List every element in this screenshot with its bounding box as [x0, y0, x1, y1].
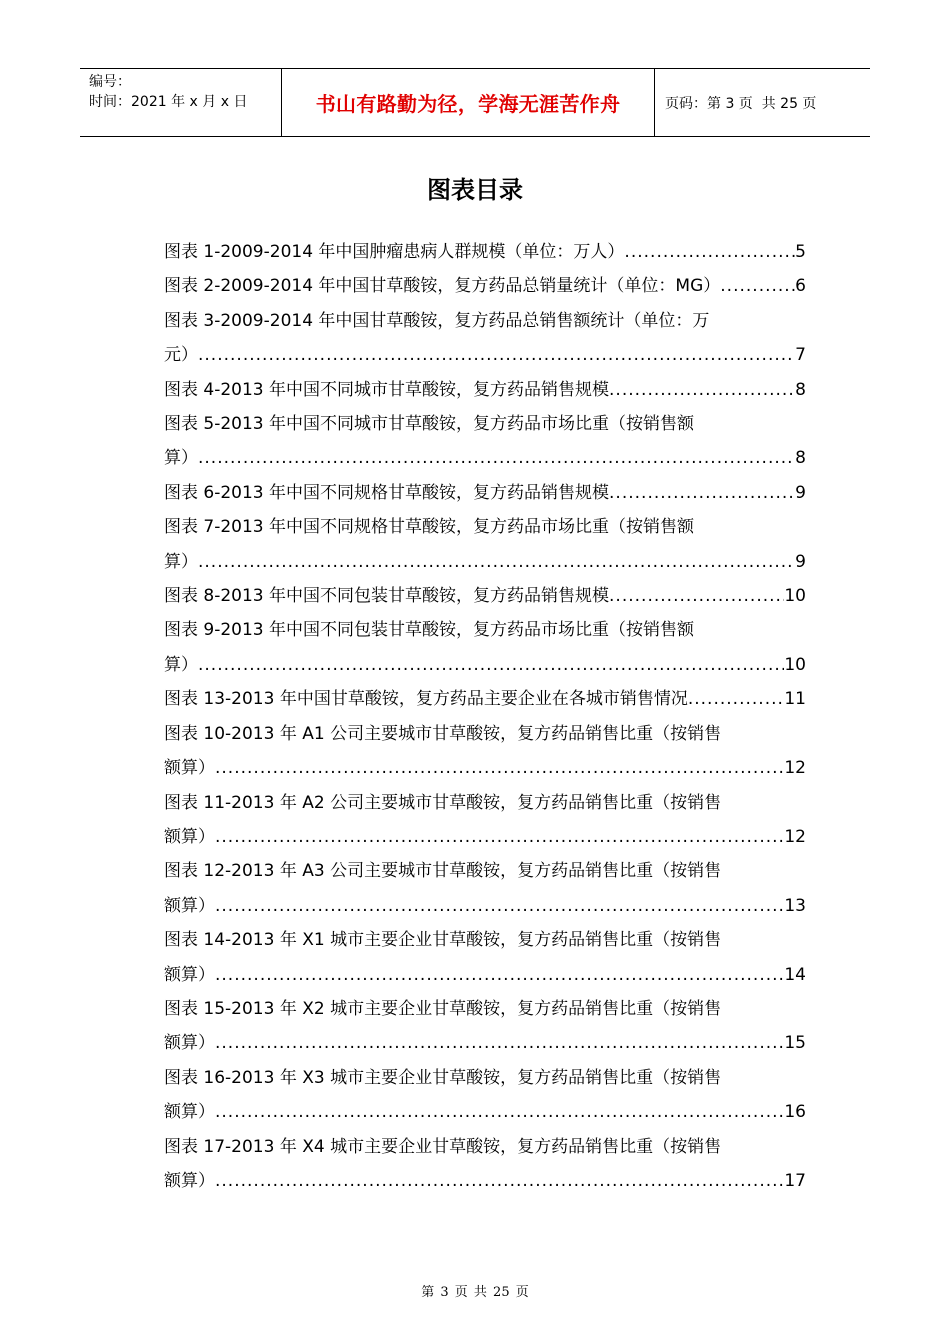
toc-page-number: 17 [784, 1170, 806, 1191]
toc-entry-title: 算） [164, 654, 198, 675]
dot-leader [624, 235, 795, 269]
toc-entry-title: 图表 4-2013 年中国不同城市甘草酸铵，复方药品销售规模 [164, 379, 610, 400]
toc-entry-text: 图表 9-2013 年中国不同包装甘草酸铵，复方药品市场比重（按销售额 [164, 620, 695, 641]
toc-entry-title: 额算） [164, 895, 215, 916]
document-date: 时间：2021 年 x 月 x 日 [89, 94, 248, 110]
toc-entry-text: 图表 7-2013 年中国不同规格甘草酸铵，复方药品市场比重（按销售额 [164, 517, 695, 538]
toc-page-number: 13 [784, 895, 806, 916]
toc-entry[interactable] [164, 992, 806, 1061]
toc-entry[interactable] [164, 510, 806, 579]
header-divider [654, 69, 655, 136]
toc-entry-text: 图表 12-2013 年 A3 公司主要城市甘草酸铵，复方药品销售比重（按销售 [164, 861, 722, 882]
toc-entry-title: 额算） [164, 964, 215, 985]
header-meta [89, 72, 279, 112]
dot-leader [198, 545, 795, 579]
toc-page-number: 6 [795, 276, 806, 297]
toc-entry-title: 图表 13-2013 年中国甘草酸铵，复方药品主要企业在各城市销售情况 [164, 689, 688, 710]
dot-leader [198, 338, 795, 372]
dot-leader [215, 1095, 784, 1129]
toc-entry[interactable] [164, 373, 806, 407]
figure-list [164, 235, 806, 1198]
toc-entry-title: 图表 1-2009-2014 年中国肿瘤患病人群规模（单位：万人） [164, 242, 625, 262]
toc-entry-title: 额算） [164, 826, 215, 847]
toc-entry-text: 图表 3-2009-2014 年中国甘草酸铵，复方药品总销售额统计（单位：万 [164, 310, 710, 331]
toc-entry[interactable] [164, 786, 806, 855]
page-title: 图表目录 [427, 176, 523, 204]
toc-entry-text: 图表 14-2013 年 X1 城市主要企业甘草酸铵，复方药品销售比重（按销售 [164, 930, 722, 951]
toc-page-number: 8 [795, 448, 806, 469]
dot-leader [609, 373, 795, 407]
toc-page-number: 12 [784, 826, 806, 847]
toc-entry-text: 图表 5-2013 年中国不同城市甘草酸铵，复方药品市场比重（按销售额 [164, 414, 695, 435]
toc-page-number: 12 [784, 758, 806, 779]
toc-entry[interactable] [164, 304, 806, 373]
dot-leader [215, 751, 784, 785]
dot-leader [215, 1026, 784, 1060]
toc-page-number: 16 [784, 1102, 806, 1123]
toc-entry-title: 图表 8-2013 年中国不同包装甘草酸铵，复方药品销售规模 [164, 586, 610, 607]
toc-page-number: 10 [784, 654, 806, 675]
toc-page-number: 11 [784, 689, 806, 710]
dot-leader [215, 1164, 784, 1198]
toc-entry[interactable] [164, 923, 806, 992]
dot-leader [609, 476, 795, 510]
header-motto: 书山有路勤为径，学海无涯苦作舟 [315, 92, 621, 116]
toc-entry-title: 图表 6-2013 年中国不同规格甘草酸铵，复方药品销售规模 [164, 482, 610, 503]
toc-entry[interactable] [164, 476, 806, 510]
toc-entry-text: 图表 11-2013 年 A2 公司主要城市甘草酸铵，复方药品销售比重（按销售 [164, 792, 722, 813]
toc-entry[interactable] [164, 1130, 806, 1199]
toc-entry-text: 图表 15-2013 年 X2 城市主要企业甘草酸铵，复方药品销售比重（按销售 [164, 998, 722, 1019]
toc-entry[interactable] [164, 613, 806, 682]
toc-entry-text: 图表 10-2013 年 A1 公司主要城市甘草酸铵，复方药品销售比重（按销售 [164, 723, 722, 744]
toc-page-number: 9 [795, 551, 806, 572]
dot-leader [198, 441, 795, 475]
toc-page-number: 8 [795, 379, 806, 400]
dot-leader [215, 820, 784, 854]
dot-leader [215, 889, 784, 923]
dot-leader [720, 269, 795, 303]
toc-entry-title: 额算） [164, 1033, 215, 1054]
document-code-label: 编号： [89, 74, 131, 90]
toc-entry[interactable] [164, 682, 806, 716]
toc-entry[interactable] [164, 235, 806, 269]
toc-entry-text: 图表 16-2013 年 X3 城市主要企业甘草酸铵，复方药品销售比重（按销售 [164, 1067, 722, 1088]
toc-entry-title: 元） [164, 345, 198, 366]
toc-entry[interactable] [164, 1061, 806, 1130]
toc-entry-title: 额算） [164, 758, 215, 779]
toc-entry-text: 图表 17-2013 年 X4 城市主要企业甘草酸铵，复方药品销售比重（按销售 [164, 1136, 722, 1157]
page-footer: 第 3 页 共 25 页 [421, 1285, 529, 1300]
toc-entry[interactable] [164, 579, 806, 613]
toc-entry-title: 额算） [164, 1102, 215, 1123]
dot-leader [215, 958, 784, 992]
header-page-info: 页码：第 3 页 共 25 页 [665, 95, 817, 112]
toc-entry[interactable] [164, 717, 806, 786]
dot-leader [609, 579, 784, 613]
dot-leader [688, 682, 785, 716]
toc-page-number: 15 [784, 1033, 806, 1054]
dot-leader [198, 648, 784, 682]
toc-entry-title: 算） [164, 551, 198, 572]
toc-entry[interactable] [164, 269, 806, 303]
toc-entry-title: 算） [164, 448, 198, 469]
toc-page-number: 7 [795, 345, 806, 366]
toc-entry-title: 额算） [164, 1170, 215, 1191]
toc-entry-title: 图表 2-2009-2014 年中国甘草酸铵，复方药品总销量统计（单位：MG） [164, 276, 721, 297]
toc-entry[interactable] [164, 407, 806, 476]
toc-entry[interactable] [164, 854, 806, 923]
page-header [80, 68, 870, 137]
toc-page-number: 14 [784, 964, 806, 985]
toc-page-number: 5 [795, 242, 806, 262]
toc-page-number: 10 [784, 586, 806, 607]
toc-page-number: 9 [795, 482, 806, 503]
